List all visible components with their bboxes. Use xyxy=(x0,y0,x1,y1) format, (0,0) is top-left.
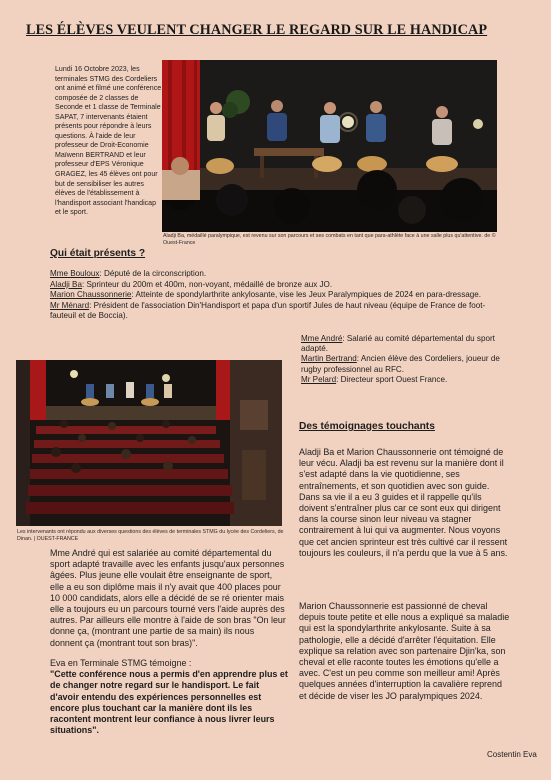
article-title: LES ÉLÈVES VEULENT CHANGER LE REGARD SUR LE HANDICAP xyxy=(26,22,488,38)
participant-desc: : Directeur sport Ouest France. xyxy=(336,374,448,384)
participants-list-right xyxy=(301,334,501,385)
participant-name: Mme Bouloux xyxy=(50,269,100,278)
conference-panel-photo xyxy=(162,60,497,232)
participant-desc: : Atteinte de spondylarthrite ankylosante, vise les Jeux Paralympiques de 2024 en para-dressage. xyxy=(131,290,482,300)
participant-desc: : Député de la circonscription. xyxy=(99,269,207,278)
aladji-paragraph: Aladji Ba et Marion Chaussonnerie ont témoigné de leur vécu. Aladji ba est revenu sur la manière dont il s'est adapté dans la vie quotidienne, ses entraînements, et son quotidien avec son guide. Dans sa vie il a eu 3 guides et il rappelle qu'ils doivent s'entraîner plus car ce sont eux qui dirigent dans la course sinon leur niveau va stagner contrairement à lui qui va augmenter. Nous voyons que cet ancien sprinteur est très cultivé car il ressent toujours les couleurs, il n'a perdu que la vue à 5 ans. xyxy=(299,447,508,558)
author-signature: Costentin Eva xyxy=(487,750,537,759)
eva-intro: Eva en Terminale STMG témoigne : xyxy=(50,658,192,668)
intro-paragraph: Lundi 16 Octobre 2023, les terminales STMG des Cordeliers ont animé et filmé une conférence composée de 2 classes de Seconde et 1 classe de Terminale SAPAT, 7 intervenants étaient présents pour répondre à leurs questions. À l'aide de leur professeur de Droit-Economie Maïwenn BERTRAND et leur professeur d'EPS Véronique GRAGEZ, les 45 élèves ont pour but de sensibiliser les autres élèves de l'établissement à l'handisport associant l'handicap et le sport. xyxy=(55,66,162,217)
participant-item xyxy=(50,301,505,321)
eva-quote: "Cette conférence nous a permis d'en apprendre plus et de changer notre regard sur le handisport. Le fait d'avoir entendu des expériences personnelles est encore plus touchant car la manière dont ils les racontent montrent leur confiance à nous livrer leurs situations". xyxy=(50,669,288,736)
participant-name: Mme André xyxy=(301,334,343,343)
participant-item xyxy=(50,290,505,300)
participants-list xyxy=(50,269,505,322)
participant-name: Aladji Ba xyxy=(50,279,82,289)
participant-name: Martin Bertrand xyxy=(301,354,357,364)
participant-desc: : Président de l'association Din'Handisport et papa d'un sportif Jules de haut niveau (équipe de France de foot-fauteuil et de Boccia). xyxy=(50,301,486,321)
auditorium-photo xyxy=(16,360,282,526)
photo-caption: Les intervenants ont répondu aux diverses questions des élèves de terminales STMG du lycée des Cordeliers, de Dinan. | OUEST-FRANCE xyxy=(17,529,284,542)
participant-item xyxy=(301,334,501,354)
participant-item xyxy=(50,280,505,290)
marion-paragraph: Marion Chaussonnerie est passionné de cheval depuis toute petite et elle nous a expliqué sa maladie qui est la spondylarthrite ankylosante. Suite à sa pathologie, elle a décidé d'arrêter l'équitation. Elle explique sa relation avec son partenaire Djin'ka, son cheval et elle raconte toutes les émotions qu'elle a avec. C'est un peu comme son meilleur ami! Après quelques années d'interruption la cavalière reprend et décide de viser les JO paralympiques 2024. xyxy=(299,601,510,701)
participant-item xyxy=(301,354,501,374)
participant-item xyxy=(50,269,505,279)
photo-caption: Aladji Ba, médaillé paralympique, est revenu sur son parcours et ses combats en tant que para-athlète face à une salle plus qu'attentive. de © Ouest-France xyxy=(163,233,496,246)
participant-item xyxy=(301,375,501,385)
section-heading-presents: Qui était présents ? xyxy=(50,248,146,259)
section-heading-temoignages: Des témoignages touchants xyxy=(299,421,435,432)
participant-name: Mr Ménard xyxy=(50,301,90,311)
eva-testimony xyxy=(50,658,290,736)
participant-desc: : Salarié au comité départemental du sport adapté. xyxy=(301,334,495,354)
participant-desc: : Ancien élève des Cordeliers, joueur de rugby professionnel au RFC. xyxy=(301,354,500,374)
participant-desc: : Sprinteur du 200m et 400m, non-voyant, médaillé de bronze aux JO. xyxy=(81,279,333,289)
participant-name: Mr Pelard xyxy=(301,374,337,384)
andre-paragraph: Mme André qui est salariée au comité départemental du sport adapté travaille avec les enfants jusqu'aux personnes âgées. Plus jeune elle voulait être enseignante de sport, elle a eu son diplôme mais il n'y avait que 400 places pour 10 000 candidats, alors elle a décidé de se ré orienter mais elle a toujours eu un parcours tourné vers l'aide auprès des autres. Par ailleurs elle montre à l'aide de son bras "On leur donne ça, (montrant une partie de sa main) ils nous donnent ça (montrant tout son bras)". xyxy=(50,548,286,648)
participant-name: Marion Chaussonnerie xyxy=(50,290,132,300)
